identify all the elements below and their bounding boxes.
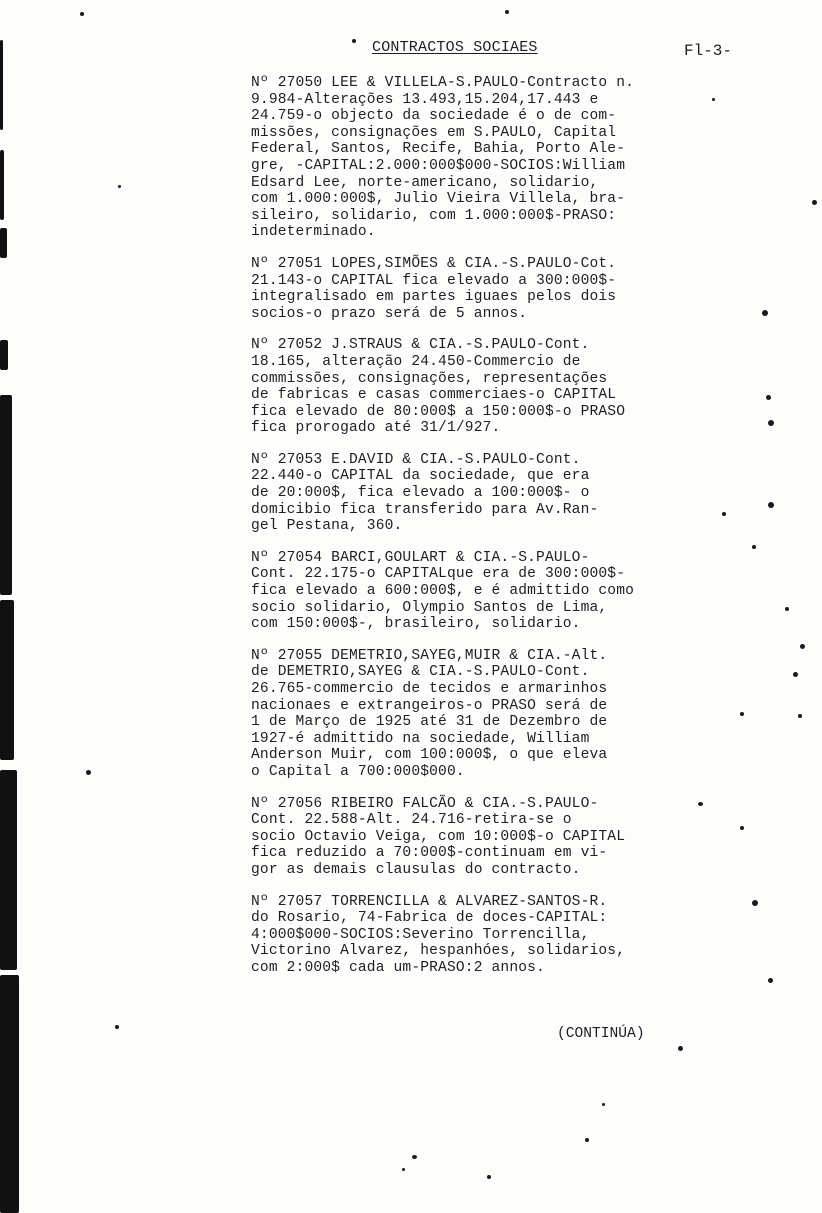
continued-marker: (CONTINÚA) (557, 1026, 645, 1042)
entry-line: socio solidario, Olympio Santos de Lima, (251, 599, 608, 616)
scan-speck (115, 1025, 119, 1029)
scan-speck (768, 502, 774, 508)
entry-line: socios-o prazo será de 5 annos. (251, 305, 528, 322)
entry-line: do Rosario, 74-Fabrica de doces-CAPITAL: (251, 910, 608, 927)
entry-line: 26.765-commercio de tecidos e armarinhos (251, 681, 608, 697)
entry-line: Nº 27051 LOPES,SIMÕES & CIA.-S.PAULO-Cot. (251, 255, 617, 272)
entry-line: fica elevado de 80:000$ a 150:000$-o PRASO (251, 403, 626, 420)
scan-speck (752, 545, 756, 549)
entry-27051 (251, 256, 721, 322)
scan-speck (80, 12, 84, 16)
entry-line: fica prorogado até 31/1/927. (251, 420, 501, 437)
entry-line: Nº 27050 LEE & VILLELA-S.PAULO-Contracto n. (251, 75, 635, 91)
entry-27055 (251, 648, 721, 781)
scan-speck (768, 978, 773, 983)
scan-speck (798, 714, 802, 718)
entry-line: 1927-é admittido na sociedade, William (251, 730, 590, 747)
scan-speck (402, 1168, 405, 1171)
entry-line: de 20:000$, fica elevado a 100:000$- o (251, 485, 590, 502)
entry-line: Nº 27057 TORRENCILLA & ALVAREZ-SANTOS-R. (251, 893, 608, 910)
scan-speck (698, 802, 703, 806)
entry-line: Edsard Lee, norte-americano, solidario, (251, 174, 599, 191)
entry-line: gre, -CAPITAL:2.000:000$000-SOCIOS:William (251, 157, 626, 174)
entry-line: 1 de Março de 1925 até 31 de Dezembro de (251, 714, 608, 731)
scan-speck (118, 185, 121, 188)
entry-line: sileiro, solidario, com 1.000:000$-PRASO: (251, 207, 617, 224)
entry-line: Cont. 22.175-o CAPITALque era de 300:000$- (251, 566, 626, 583)
scan-speck (740, 826, 744, 830)
scan-speck (812, 200, 817, 205)
scan-speck (505, 10, 509, 14)
entry-line: Federal, Santos, Recife, Bahia, Porto Ale- (251, 141, 626, 158)
entry-27050 (251, 75, 721, 241)
entry-line: 4:000$000-SOCIOS:Severino Torrencilla, (251, 926, 590, 943)
entry-line: Nº 27053 E.DAVID & CIA.-S.PAULO-Cont. (251, 451, 581, 468)
scan-speck (766, 395, 771, 400)
entry-line: gel Pestana, 360. (251, 518, 403, 535)
entry-line: 9.984-Alterações 13.493,15.204,17.443 e (251, 91, 599, 108)
scan-speck (740, 712, 744, 716)
entry-27057 (251, 894, 721, 977)
entry-27053 (251, 452, 721, 535)
entry-list (251, 75, 721, 992)
entry-line: Anderson Muir, com 100:000$, o que eleva (251, 747, 608, 764)
scan-speck (602, 1103, 605, 1106)
scan-speck (785, 607, 789, 611)
scan-speck (352, 39, 356, 43)
entry-line: com 1.000:000$, Julio Vieira Villela, bra- (251, 191, 626, 208)
entry-27056 (251, 796, 721, 879)
scan-speck (793, 672, 798, 677)
entry-line: missões, consignações em S.PAULO, Capital (251, 124, 617, 141)
scan-speck (412, 1155, 417, 1159)
scan-speck (768, 420, 774, 426)
entry-line: Nº 27052 J.STRAUS & CIA.-S.PAULO-Cont. (251, 337, 590, 354)
entry-line: 24.759-o objecto da sociedade é o de com- (251, 108, 617, 125)
entry-line: 21.143-o CAPITAL fica elevado a 300:000$- (251, 272, 617, 289)
entry-line: socio Octavio Veiga, com 10:000$-o CAPITAL (251, 828, 626, 845)
scan-speck (585, 1138, 589, 1142)
entry-line: o Capital a 700:000$000. (251, 763, 465, 780)
scan-speck (762, 310, 768, 316)
entry-line: nacionaes e extrangeiros-o PRASO será de (251, 697, 608, 714)
entry-line: 18.165, alteração 24.450-Commercio de (251, 353, 581, 370)
entry-line: Nº 27056 RIBEIRO FALCÃO & CIA.-S.PAULO- (251, 795, 599, 812)
scan-speck (800, 644, 805, 649)
entry-line: domicibio fica transferido para Av.Ran- (251, 501, 599, 518)
page-title: CONTRACTOS SOCIAES (372, 39, 538, 56)
scan-speck (487, 1175, 491, 1179)
scan-speck (678, 1046, 683, 1051)
entry-line: Victorino Alvarez, hespanhóes, solidarios, (251, 943, 626, 960)
entry-line: de DEMETRIO,SAYEG & CIA.-S.PAULO-Cont. (251, 664, 590, 681)
entry-line: Nº 27054 BARCI,GOULART & CIA.-S.PAULO- (251, 549, 590, 566)
scan-speck (752, 900, 758, 906)
entry-line: 22.440-o CAPITAL da sociedade, que era (251, 468, 590, 485)
entry-27054 (251, 550, 721, 633)
folio-number: Fl-3- (684, 42, 733, 60)
scan-speck (722, 512, 726, 516)
entry-line: Nº 27055 DEMETRIO,SAYEG,MUIR & CIA.-Alt. (251, 647, 608, 664)
scan-speck (86, 770, 91, 775)
entry-line: integralisado em partes iguaes pelos dois (251, 289, 617, 306)
entry-line: gor as demais clausulas do contracto. (251, 861, 581, 878)
entry-line: com 2:000$ cada um-PRASO:2 annos. (251, 959, 545, 976)
entry-line: de fabricas e casas commerciaes-o CAPITAL (251, 387, 617, 404)
entry-line: commissões, consignações, representações (251, 370, 608, 387)
scan-left-edge-shadow (0, 0, 20, 1213)
entry-line: fica reduzido a 70:000$-continuam em vi- (251, 845, 608, 862)
entry-27052 (251, 337, 721, 437)
scan-speck (712, 98, 715, 101)
entry-line: indeterminado. (251, 224, 376, 241)
entry-line: Cont. 22.588-Alt. 24.716-retira-se o (251, 812, 572, 829)
entry-line: fica elevado a 600:000$, e é admittido como (251, 583, 635, 600)
entry-line: com 150:000$-, brasileiro, solidario. (251, 616, 581, 633)
